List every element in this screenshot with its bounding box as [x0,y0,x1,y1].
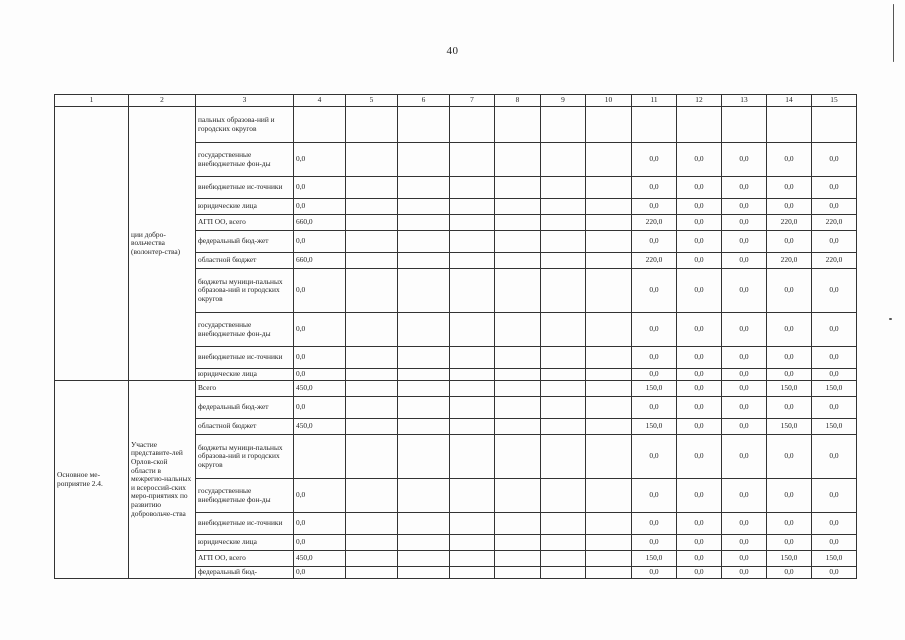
empty-cell [586,107,632,143]
activity-name-cell: Основное ме-роприятие 2.4. [55,381,129,579]
year-value-cell: 0,0 [677,199,722,215]
empty-cell [398,369,450,381]
year-value-cell: 0,0 [632,231,677,253]
header-cell: 9 [541,95,586,107]
funding-source-cell: юридические лица [196,199,294,215]
year-value-cell: 0,0 [812,143,857,177]
empty-cell [450,535,495,551]
empty-cell [450,513,495,535]
year-value-cell: 0,0 [677,567,722,579]
year-value-cell: 0,0 [767,199,812,215]
funding-source-cell: государственные внебюджетные фон-ды [196,313,294,347]
empty-cell [541,199,586,215]
empty-cell [541,347,586,369]
total-value-cell: 0,0 [294,199,346,215]
budget-table [54,94,857,579]
empty-cell [398,215,450,231]
year-value-cell: 0,0 [677,535,722,551]
empty-cell [450,347,495,369]
margin-mark-top [893,4,894,62]
year-value-cell: 0,0 [767,313,812,347]
total-value-cell: 0,0 [294,567,346,579]
year-value-cell: 0,0 [722,535,767,551]
year-value-cell: 0,0 [677,397,722,419]
empty-cell [495,231,541,253]
year-value-cell [632,107,677,143]
year-value-cell: 0,0 [632,347,677,369]
year-value-cell: 0,0 [767,177,812,199]
empty-cell [495,551,541,567]
header-cell: 10 [586,95,632,107]
year-value-cell: 0,0 [812,231,857,253]
empty-cell [586,513,632,535]
empty-cell [541,535,586,551]
year-value-cell: 0,0 [812,199,857,215]
funding-source-cell: внебюджетные ис-точники [196,177,294,199]
total-value-cell: 660,0 [294,253,346,269]
empty-cell [398,397,450,419]
empty-cell [398,177,450,199]
empty-cell [495,107,541,143]
year-value-cell: 150,0 [632,419,677,435]
empty-cell [450,215,495,231]
year-value-cell: 0,0 [767,143,812,177]
empty-cell [346,215,398,231]
funding-source-cell: федеральный бюд-жет [196,397,294,419]
empty-cell [541,313,586,347]
empty-cell [450,231,495,253]
funding-source-cell: федеральный бюд- [196,567,294,579]
empty-cell [450,369,495,381]
year-value-cell: 0,0 [677,177,722,199]
empty-cell [450,313,495,347]
funding-source-cell: внебюджетные ис-точники [196,513,294,535]
empty-cell [450,143,495,177]
empty-cell [586,177,632,199]
year-value-cell: 0,0 [677,347,722,369]
empty-cell [398,347,450,369]
empty-cell [450,435,495,479]
year-value-cell: 0,0 [632,143,677,177]
empty-cell [586,397,632,419]
year-value-cell: 0,0 [632,479,677,513]
header-cell: 5 [346,95,398,107]
empty-cell [346,479,398,513]
empty-cell [541,381,586,397]
year-value-cell: 0,0 [677,369,722,381]
header-cell: 2 [129,95,196,107]
empty-cell [586,313,632,347]
empty-cell [541,143,586,177]
empty-cell [346,347,398,369]
empty-cell [346,369,398,381]
year-value-cell: 0,0 [722,551,767,567]
year-value-cell: 150,0 [812,419,857,435]
empty-cell [398,479,450,513]
empty-cell [495,535,541,551]
empty-cell [398,143,450,177]
empty-cell [586,381,632,397]
year-value-cell: 0,0 [632,513,677,535]
year-value-cell: 0,0 [812,369,857,381]
empty-cell [586,567,632,579]
header-cell: 4 [294,95,346,107]
empty-cell [346,253,398,269]
year-value-cell [767,107,812,143]
funding-source-cell: АГП ОО, всего [196,551,294,567]
total-value-cell: 0,0 [294,535,346,551]
empty-cell [495,397,541,419]
empty-cell [541,215,586,231]
year-value-cell: 0,0 [722,199,767,215]
total-value-cell: 450,0 [294,419,346,435]
empty-cell [495,269,541,313]
empty-cell [495,143,541,177]
empty-cell [346,435,398,479]
year-value-cell: 0,0 [632,567,677,579]
year-value-cell: 0,0 [722,567,767,579]
empty-cell [346,567,398,579]
empty-cell [586,479,632,513]
year-value-cell: 0,0 [767,535,812,551]
empty-cell [346,199,398,215]
empty-cell [495,347,541,369]
year-value-cell: 0,0 [767,567,812,579]
empty-cell [541,397,586,419]
year-value-cell: 220,0 [767,253,812,269]
activity-name-cell [55,107,129,381]
empty-cell [495,567,541,579]
year-value-cell: 0,0 [677,253,722,269]
year-value-cell: 0,0 [767,347,812,369]
year-value-cell: 0,0 [722,419,767,435]
empty-cell [541,551,586,567]
year-value-cell: 0,0 [677,479,722,513]
empty-cell [586,215,632,231]
empty-cell [398,381,450,397]
empty-cell [586,551,632,567]
year-value-cell: 0,0 [812,269,857,313]
empty-cell [450,567,495,579]
total-value-cell [294,107,346,143]
year-value-cell: 220,0 [767,215,812,231]
year-value-cell: 0,0 [632,397,677,419]
year-value-cell: 0,0 [722,231,767,253]
year-value-cell: 0,0 [722,347,767,369]
empty-cell [541,419,586,435]
empty-cell [495,435,541,479]
empty-cell [450,253,495,269]
empty-cell [495,479,541,513]
year-value-cell: 0,0 [722,143,767,177]
funding-source-cell: Всего [196,381,294,397]
year-value-cell: 0,0 [677,231,722,253]
header-cell: 13 [722,95,767,107]
funding-source-cell: областной бюджет [196,419,294,435]
empty-cell [398,535,450,551]
year-value-cell: 150,0 [767,381,812,397]
empty-cell [398,107,450,143]
empty-cell [586,199,632,215]
year-value-cell: 150,0 [767,551,812,567]
empty-cell [586,253,632,269]
empty-cell [450,381,495,397]
year-value-cell: 0,0 [722,269,767,313]
year-value-cell: 0,0 [812,535,857,551]
total-value-cell: 0,0 [294,143,346,177]
total-value-cell: 0,0 [294,513,346,535]
year-value-cell: 0,0 [722,435,767,479]
empty-cell [495,313,541,347]
empty-cell [495,369,541,381]
year-value-cell: 0,0 [632,199,677,215]
funding-source-cell: государственные внебюджетные фон-ды [196,479,294,513]
empty-cell [346,177,398,199]
funding-source-cell: федеральный бюд-жет [196,231,294,253]
total-value-cell: 0,0 [294,369,346,381]
year-value-cell: 150,0 [767,419,812,435]
empty-cell [450,551,495,567]
header-cell: 15 [812,95,857,107]
year-value-cell: 0,0 [677,143,722,177]
total-value-cell: 450,0 [294,381,346,397]
empty-cell [586,435,632,479]
funding-source-cell: пальных образова-ний и городских округов [196,107,294,143]
year-value-cell: 0,0 [677,215,722,231]
empty-cell [346,535,398,551]
year-value-cell: 0,0 [632,369,677,381]
empty-cell [586,347,632,369]
empty-cell [398,567,450,579]
empty-cell [541,107,586,143]
total-value-cell: 450,0 [294,551,346,567]
empty-cell [586,419,632,435]
empty-cell [450,269,495,313]
year-value-cell: 0,0 [722,313,767,347]
year-value-cell: 150,0 [812,551,857,567]
empty-cell [346,231,398,253]
year-value-cell [677,107,722,143]
year-value-cell: 0,0 [767,397,812,419]
year-value-cell: 150,0 [632,551,677,567]
year-value-cell: 0,0 [767,479,812,513]
header-cell: 3 [196,95,294,107]
year-value-cell: 0,0 [722,397,767,419]
year-value-cell: 0,0 [812,177,857,199]
total-value-cell: 0,0 [294,269,346,313]
empty-cell [398,269,450,313]
year-value-cell: 0,0 [722,253,767,269]
empty-cell [346,513,398,535]
year-value-cell: 0,0 [812,313,857,347]
empty-cell [346,107,398,143]
total-value-cell: 0,0 [294,231,346,253]
year-value-cell [812,107,857,143]
header-cell: 14 [767,95,812,107]
year-value-cell [722,107,767,143]
header-cell: 12 [677,95,722,107]
funding-source-cell: областной бюджет [196,253,294,269]
total-value-cell [294,435,346,479]
year-value-cell: 0,0 [722,177,767,199]
header-row [55,95,857,107]
empty-cell [398,199,450,215]
year-value-cell: 0,0 [677,551,722,567]
empty-cell [450,479,495,513]
empty-cell [541,435,586,479]
year-value-cell: 0,0 [812,513,857,535]
empty-cell [346,551,398,567]
empty-cell [541,513,586,535]
year-value-cell: 0,0 [767,369,812,381]
empty-cell [450,107,495,143]
year-value-cell: 0,0 [632,435,677,479]
year-value-cell: 0,0 [632,269,677,313]
empty-cell [586,369,632,381]
empty-cell [346,419,398,435]
funding-source-cell: бюджеты муници-пальных образова-ний и городских округов [196,435,294,479]
total-value-cell: 0,0 [294,347,346,369]
year-value-cell: 220,0 [632,215,677,231]
empty-cell [398,435,450,479]
empty-cell [541,253,586,269]
year-value-cell: 0,0 [632,177,677,199]
empty-cell [450,177,495,199]
empty-cell [346,269,398,313]
year-value-cell: 220,0 [632,253,677,269]
funding-source-cell: АГП ОО, всего [196,215,294,231]
year-value-cell: 0,0 [767,513,812,535]
year-value-cell: 0,0 [722,513,767,535]
year-value-cell: 150,0 [632,381,677,397]
empty-cell [495,215,541,231]
empty-cell [495,177,541,199]
year-value-cell: 0,0 [812,347,857,369]
table-row [55,381,857,397]
funding-source-cell: юридические лица [196,369,294,381]
year-value-cell: 0,0 [812,397,857,419]
year-value-cell: 0,0 [722,381,767,397]
empty-cell [541,269,586,313]
empty-cell [346,381,398,397]
empty-cell [398,419,450,435]
year-value-cell: 0,0 [722,215,767,231]
empty-cell [541,177,586,199]
year-value-cell: 0,0 [767,231,812,253]
year-value-cell: 0,0 [812,435,857,479]
year-value-cell: 0,0 [812,479,857,513]
funding-source-cell: государственные внебюджетные фон-ды [196,143,294,177]
empty-cell [398,513,450,535]
empty-cell [495,253,541,269]
empty-cell [346,143,398,177]
empty-cell [541,567,586,579]
year-value-cell: 0,0 [767,435,812,479]
empty-cell [541,369,586,381]
header-cell: 1 [55,95,129,107]
year-value-cell: 0,0 [677,419,722,435]
total-value-cell: 0,0 [294,177,346,199]
page-number: 40 [446,45,459,57]
empty-cell [586,143,632,177]
year-value-cell: 0,0 [677,381,722,397]
total-value-cell: 0,0 [294,479,346,513]
funding-source-cell: бюджеты муници-пальных образова-ний и городских округов [196,269,294,313]
header-cell: 8 [495,95,541,107]
header-cell: 11 [632,95,677,107]
empty-cell [495,381,541,397]
year-value-cell: 0,0 [632,313,677,347]
empty-cell [398,231,450,253]
year-value-cell: 0,0 [677,513,722,535]
empty-cell [398,551,450,567]
empty-cell [450,419,495,435]
year-value-cell: 0,0 [722,479,767,513]
empty-cell [398,313,450,347]
empty-cell [398,253,450,269]
empty-cell [495,513,541,535]
empty-cell [541,479,586,513]
year-value-cell: 220,0 [812,253,857,269]
activity-description-cell: ции добро-вольчества (волонтер-ства) [129,107,196,381]
year-value-cell: 150,0 [812,381,857,397]
total-value-cell: 660,0 [294,215,346,231]
header-cell: 6 [398,95,450,107]
empty-cell [586,535,632,551]
empty-cell [495,419,541,435]
header-cell: 7 [450,95,495,107]
year-value-cell: 0,0 [722,369,767,381]
year-value-cell: 220,0 [812,215,857,231]
year-value-cell: 0,0 [812,567,857,579]
funding-source-cell: юридические лица [196,535,294,551]
year-value-cell: 0,0 [677,269,722,313]
empty-cell [495,199,541,215]
empty-cell [450,199,495,215]
activity-description-cell: Участие представите-лей Орлов-ской области в межрегио-нальных и всероссий-ских меро-приятиях по развитию добровольче-ства [129,381,196,579]
year-value-cell: 0,0 [677,313,722,347]
year-value-cell: 0,0 [632,535,677,551]
empty-cell [586,269,632,313]
table-row [55,107,857,143]
margin-mark-dot [889,318,892,320]
total-value-cell: 0,0 [294,313,346,347]
empty-cell [450,397,495,419]
total-value-cell: 0,0 [294,397,346,419]
empty-cell [346,397,398,419]
empty-cell [541,231,586,253]
year-value-cell: 0,0 [677,435,722,479]
empty-cell [346,313,398,347]
empty-cell [586,231,632,253]
year-value-cell: 0,0 [767,269,812,313]
funding-source-cell: внебюджетные ис-точники [196,347,294,369]
